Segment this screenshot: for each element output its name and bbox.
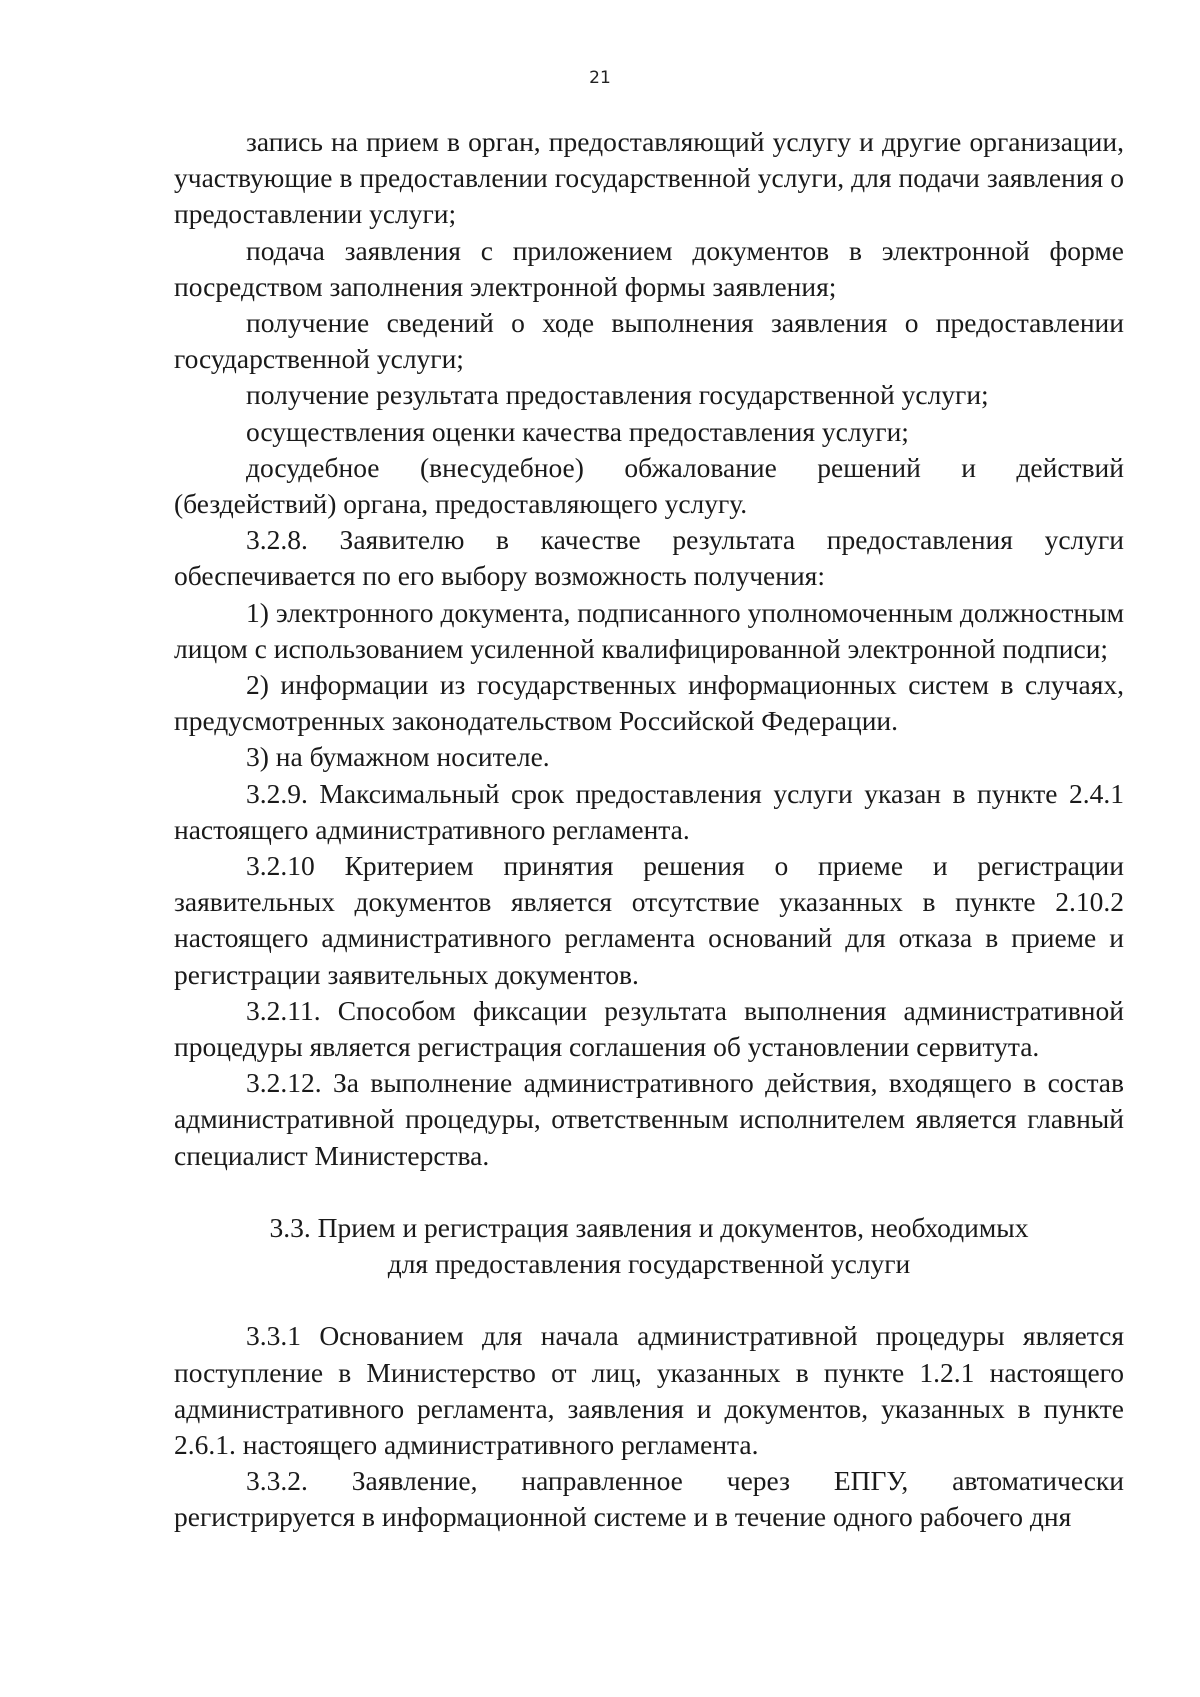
paragraph: осуществления оценки качества предоставления услуги;	[246, 415, 909, 447]
document-body	[174, 124, 1124, 1536]
paragraph: 3.2.9. Максимальный срок предоставления услуги указан в пункте 2.4.1 настоящего административного регламента.	[174, 777, 1124, 845]
page-number: 21	[589, 68, 611, 88]
paragraph: 3.2.11. Способом фиксации результата выполнения административной процедуры является регистрация соглашения об установлении сервитута.	[174, 994, 1124, 1063]
section-heading	[174, 1210, 1124, 1282]
paragraph: 3.2.12. За выполнение административного действия, входящего в состав административной процедуры, ответственным исполнителем является главный специалист Министерства.	[174, 1067, 1124, 1171]
paragraph: получение сведений о ходе выполнения заявления о предоставлении государственной услуги;	[174, 307, 1124, 375]
paragraph: подача заявления с приложением документов в электронной форме посредством заполнения электронной формы заявления;	[174, 234, 1124, 302]
paragraph: получение результата предоставления государственной услуги;	[246, 379, 989, 411]
paragraph: 3.2.10 Критерием принятия решения о приеме и регистрации заявительных документов является отсутствие указанных в пункте 2.10.2 настоящего административного регламента оснований для отказа в приеме и регистрации заявительных документов.	[174, 850, 1124, 990]
paragraph: 3.3.2. Заявление, направленное через ЕПГУ, автоматически регистрируется в информационной системе и в течение одного рабочего дня	[174, 1465, 1124, 1533]
paragraph: 3) на бумажном носителе.	[246, 741, 550, 773]
paragraph: 3.2.8. Заявителю в качестве результата предоставления услуги обеспечивается по его выбору возможность получения:	[174, 524, 1124, 592]
section-heading-line: 3.3. Прием и регистрация заявления и документов, необходимых	[269, 1211, 1029, 1243]
paragraph: 3.3.1 Основанием для начала административной процедуры является поступление в Министерство от лиц, указанных в пункте 1.2.1 настоящего административного регламента, заявления и документов, указанных в пункте 2.6.1. настоящего административного регламента.	[174, 1320, 1124, 1460]
paragraph: 2) информации из государственных информационных систем в случаях, предусмотренных законодательством Российской Федерации.	[174, 669, 1124, 737]
paragraph: 1) электронного документа, подписанного уполномоченным должностным лицом с использованием усиленной квалифицированной электронной подписи;	[174, 596, 1124, 664]
section-heading-line: для предоставления государственной услуги	[387, 1248, 911, 1280]
paragraph: запись на прием в орган, предоставляющий услугу и другие организации, участвующие в предоставлении государственной услуги, для подачи заявления о предоставлении услуги;	[174, 126, 1124, 230]
paragraph: досудебное (внесудебное) обжалование решений и действий (бездействий) органа, предоставляющего услугу.	[174, 451, 1124, 520]
